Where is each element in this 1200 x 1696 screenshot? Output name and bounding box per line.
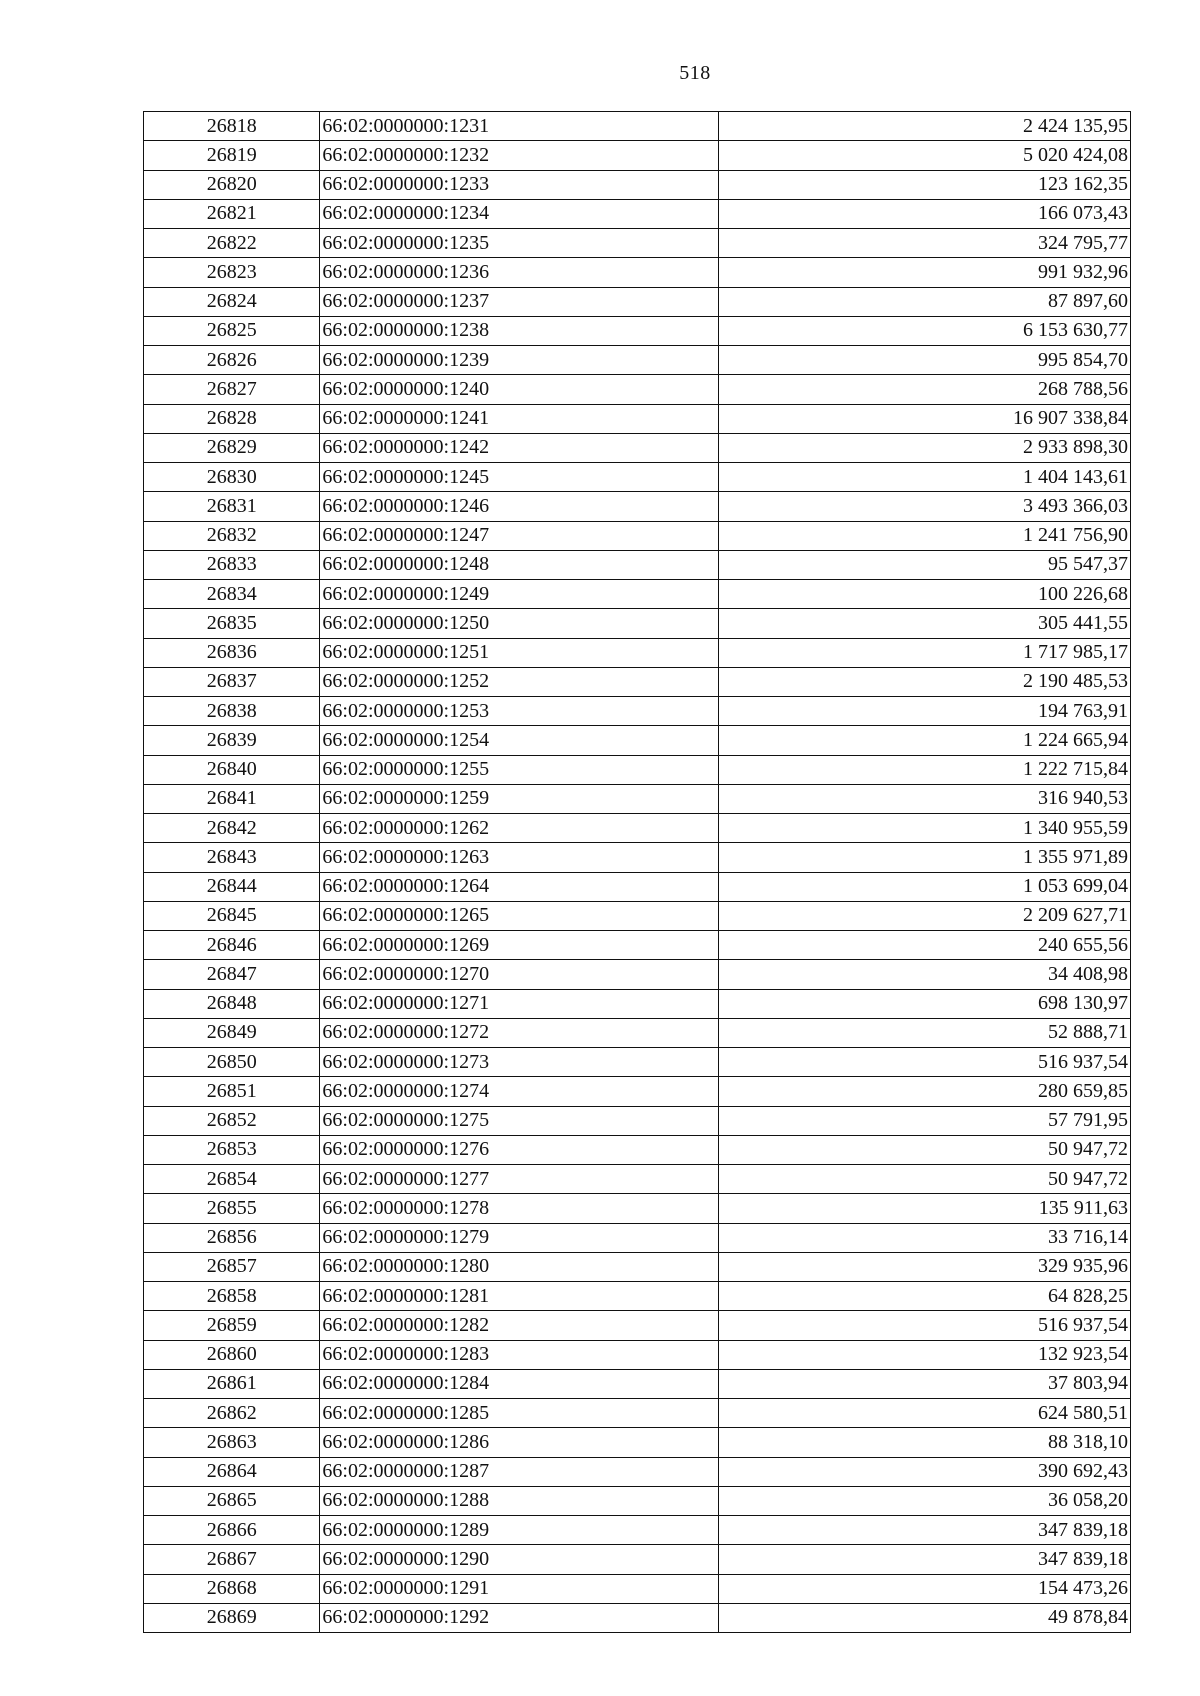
cadastral-value-cell: 16 907 338,84 [718, 404, 1130, 433]
cadastral-value-cell: 698 130,97 [718, 989, 1130, 1018]
row-number-cell: 26819 [144, 141, 320, 170]
cadastral-number-cell: 66:02:0000000:1250 [320, 609, 718, 638]
cadastral-value-cell: 194 763,91 [718, 697, 1130, 726]
row-number-cell: 26837 [144, 667, 320, 696]
cadastral-number-cell: 66:02:0000000:1232 [320, 141, 718, 170]
table-row [144, 1340, 1131, 1369]
table-row [144, 638, 1131, 667]
cadastral-value-cell: 390 692,43 [718, 1457, 1130, 1486]
cadastral-number-cell: 66:02:0000000:1237 [320, 287, 718, 316]
table-container [143, 111, 1131, 1633]
table-row [144, 375, 1131, 404]
cadastral-number-cell: 66:02:0000000:1239 [320, 346, 718, 375]
row-number-cell: 26818 [144, 112, 320, 141]
cadastral-value-cell: 324 795,77 [718, 229, 1130, 258]
row-number-cell: 26821 [144, 199, 320, 228]
cadastral-number-cell: 66:02:0000000:1276 [320, 1135, 718, 1164]
row-number-cell: 26864 [144, 1457, 320, 1486]
cadastral-number-cell: 66:02:0000000:1231 [320, 112, 718, 141]
table-row [144, 404, 1131, 433]
row-number-cell: 26831 [144, 492, 320, 521]
cadastral-number-cell: 66:02:0000000:1291 [320, 1574, 718, 1603]
table-row [144, 1223, 1131, 1252]
table-row [144, 316, 1131, 345]
cadastral-number-cell: 66:02:0000000:1283 [320, 1340, 718, 1369]
table-row [144, 1194, 1131, 1223]
table-row [144, 1282, 1131, 1311]
cadastral-value-cell: 624 580,51 [718, 1399, 1130, 1428]
table-row [144, 872, 1131, 901]
table-row [144, 287, 1131, 316]
row-number-cell: 26857 [144, 1252, 320, 1281]
table-row [144, 1574, 1131, 1603]
cadastral-value-cell: 88 318,10 [718, 1428, 1130, 1457]
cadastral-value-cell: 329 935,96 [718, 1252, 1130, 1281]
cadastral-number-cell: 66:02:0000000:1274 [320, 1077, 718, 1106]
table-row [144, 814, 1131, 843]
cadastral-value-cell: 2 424 135,95 [718, 112, 1130, 141]
cadastral-value-cell: 1 222 715,84 [718, 755, 1130, 784]
cadastral-value-cell: 995 854,70 [718, 346, 1130, 375]
table-row [144, 726, 1131, 755]
cadastral-value-cell: 516 937,54 [718, 1048, 1130, 1077]
table-row [144, 141, 1131, 170]
row-number-cell: 26834 [144, 580, 320, 609]
row-number-cell: 26863 [144, 1428, 320, 1457]
cadastral-value-cell: 268 788,56 [718, 375, 1130, 404]
cadastral-number-cell: 66:02:0000000:1263 [320, 843, 718, 872]
cadastral-number-cell: 66:02:0000000:1233 [320, 170, 718, 199]
row-number-cell: 26868 [144, 1574, 320, 1603]
table-row [144, 1428, 1131, 1457]
page-number: 518 [679, 62, 711, 84]
table-row [144, 667, 1131, 696]
row-number-cell: 26833 [144, 550, 320, 579]
table-row [144, 346, 1131, 375]
table-row [144, 1311, 1131, 1340]
table-row [144, 112, 1131, 141]
cadastral-value-cell: 37 803,94 [718, 1369, 1130, 1398]
cadastral-number-cell: 66:02:0000000:1279 [320, 1223, 718, 1252]
table-row [144, 1077, 1131, 1106]
row-number-cell: 26851 [144, 1077, 320, 1106]
table-row [144, 1135, 1131, 1164]
table-row [144, 989, 1131, 1018]
cadastral-number-cell: 66:02:0000000:1272 [320, 1018, 718, 1047]
row-number-cell: 26839 [144, 726, 320, 755]
row-number-cell: 26856 [144, 1223, 320, 1252]
cadastral-number-cell: 66:02:0000000:1288 [320, 1486, 718, 1515]
row-number-cell: 26853 [144, 1135, 320, 1164]
cadastral-number-cell: 66:02:0000000:1290 [320, 1545, 718, 1574]
cadastral-number-cell: 66:02:0000000:1265 [320, 901, 718, 930]
cadastral-value-cell: 3 493 366,03 [718, 492, 1130, 521]
table-row [144, 697, 1131, 726]
cadastral-value-cell: 2 190 485,53 [718, 667, 1130, 696]
cadastral-number-cell: 66:02:0000000:1240 [320, 375, 718, 404]
cadastral-value-cell: 49 878,84 [718, 1603, 1130, 1632]
cadastral-number-cell: 66:02:0000000:1252 [320, 667, 718, 696]
cadastral-value-cell: 1 340 955,59 [718, 814, 1130, 843]
row-number-cell: 26824 [144, 287, 320, 316]
cadastral-number-cell: 66:02:0000000:1247 [320, 521, 718, 550]
cadastral-number-cell: 66:02:0000000:1284 [320, 1369, 718, 1398]
row-number-cell: 26847 [144, 960, 320, 989]
cadastral-value-cell: 33 716,14 [718, 1223, 1130, 1252]
cadastral-value-cell: 280 659,85 [718, 1077, 1130, 1106]
cadastral-number-cell: 66:02:0000000:1259 [320, 784, 718, 813]
row-number-cell: 26867 [144, 1545, 320, 1574]
cadastral-number-cell: 66:02:0000000:1235 [320, 229, 718, 258]
row-number-cell: 26841 [144, 784, 320, 813]
cadastral-number-cell: 66:02:0000000:1282 [320, 1311, 718, 1340]
cadastral-value-table [143, 111, 1131, 1633]
table-row [144, 1603, 1131, 1632]
cadastral-value-cell: 87 897,60 [718, 287, 1130, 316]
cadastral-value-cell: 50 947,72 [718, 1135, 1130, 1164]
table-row [144, 784, 1131, 813]
row-number-cell: 26846 [144, 931, 320, 960]
cadastral-value-cell: 1 717 985,17 [718, 638, 1130, 667]
cadastral-value-cell: 52 888,71 [718, 1018, 1130, 1047]
row-number-cell: 26844 [144, 872, 320, 901]
table-row [144, 843, 1131, 872]
row-number-cell: 26859 [144, 1311, 320, 1340]
row-number-cell: 26835 [144, 609, 320, 638]
cadastral-value-cell: 135 911,63 [718, 1194, 1130, 1223]
cadastral-number-cell: 66:02:0000000:1292 [320, 1603, 718, 1632]
table-row [144, 1399, 1131, 1428]
table-row [144, 609, 1131, 638]
cadastral-number-cell: 66:02:0000000:1285 [320, 1399, 718, 1428]
cadastral-value-cell: 154 473,26 [718, 1574, 1130, 1603]
cadastral-value-cell: 57 791,95 [718, 1106, 1130, 1135]
row-number-cell: 26849 [144, 1018, 320, 1047]
table-row [144, 901, 1131, 930]
cadastral-value-cell: 316 940,53 [718, 784, 1130, 813]
row-number-cell: 26854 [144, 1165, 320, 1194]
cadastral-number-cell: 66:02:0000000:1281 [320, 1282, 718, 1311]
cadastral-number-cell: 66:02:0000000:1270 [320, 960, 718, 989]
cadastral-number-cell: 66:02:0000000:1264 [320, 872, 718, 901]
cadastral-number-cell: 66:02:0000000:1241 [320, 404, 718, 433]
cadastral-value-cell: 34 408,98 [718, 960, 1130, 989]
cadastral-value-cell: 64 828,25 [718, 1282, 1130, 1311]
cadastral-number-cell: 66:02:0000000:1248 [320, 550, 718, 579]
cadastral-number-cell: 66:02:0000000:1242 [320, 433, 718, 462]
row-number-cell: 26860 [144, 1340, 320, 1369]
row-number-cell: 26848 [144, 989, 320, 1018]
row-number-cell: 26843 [144, 843, 320, 872]
row-number-cell: 26858 [144, 1282, 320, 1311]
cadastral-number-cell: 66:02:0000000:1287 [320, 1457, 718, 1486]
row-number-cell: 26828 [144, 404, 320, 433]
cadastral-number-cell: 66:02:0000000:1286 [320, 1428, 718, 1457]
row-number-cell: 26826 [144, 346, 320, 375]
cadastral-number-cell: 66:02:0000000:1262 [320, 814, 718, 843]
table-row [144, 521, 1131, 550]
cadastral-number-cell: 66:02:0000000:1253 [320, 697, 718, 726]
cadastral-value-cell: 1 404 143,61 [718, 463, 1130, 492]
cadastral-value-cell: 305 441,55 [718, 609, 1130, 638]
table-row [144, 1252, 1131, 1281]
cadastral-value-cell: 516 937,54 [718, 1311, 1130, 1340]
cadastral-number-cell: 66:02:0000000:1278 [320, 1194, 718, 1223]
cadastral-value-cell: 2 933 898,30 [718, 433, 1130, 462]
table-row [144, 1516, 1131, 1545]
table-row [144, 931, 1131, 960]
cadastral-value-cell: 1 355 971,89 [718, 843, 1130, 872]
cadastral-value-cell: 6 153 630,77 [718, 316, 1130, 345]
row-number-cell: 26855 [144, 1194, 320, 1223]
table-row [144, 1165, 1131, 1194]
table-row [144, 580, 1131, 609]
table-row [144, 755, 1131, 784]
cadastral-value-cell: 132 923,54 [718, 1340, 1130, 1369]
row-number-cell: 26865 [144, 1486, 320, 1515]
table-row [144, 550, 1131, 579]
row-number-cell: 26869 [144, 1603, 320, 1632]
row-number-cell: 26842 [144, 814, 320, 843]
table-row [144, 199, 1131, 228]
cadastral-value-cell: 1 241 756,90 [718, 521, 1130, 550]
cadastral-value-cell: 240 655,56 [718, 931, 1130, 960]
table-row [144, 258, 1131, 287]
table-row [144, 1486, 1131, 1515]
cadastral-value-cell: 123 162,35 [718, 170, 1130, 199]
table-row [144, 1106, 1131, 1135]
cadastral-value-cell: 166 073,43 [718, 199, 1130, 228]
cadastral-number-cell: 66:02:0000000:1277 [320, 1165, 718, 1194]
table-row [144, 1369, 1131, 1398]
cadastral-number-cell: 66:02:0000000:1254 [320, 726, 718, 755]
cadastral-number-cell: 66:02:0000000:1271 [320, 989, 718, 1018]
table-row [144, 433, 1131, 462]
table-body [144, 112, 1131, 1633]
row-number-cell: 26829 [144, 433, 320, 462]
cadastral-value-cell: 5 020 424,08 [718, 141, 1130, 170]
cadastral-value-cell: 347 839,18 [718, 1545, 1130, 1574]
row-number-cell: 26836 [144, 638, 320, 667]
cadastral-value-cell: 1 224 665,94 [718, 726, 1130, 755]
table-row [144, 170, 1131, 199]
cadastral-number-cell: 66:02:0000000:1280 [320, 1252, 718, 1281]
cadastral-value-cell: 95 547,37 [718, 550, 1130, 579]
row-number-cell: 26840 [144, 755, 320, 784]
cadastral-value-cell: 991 932,96 [718, 258, 1130, 287]
row-number-cell: 26820 [144, 170, 320, 199]
cadastral-number-cell: 66:02:0000000:1234 [320, 199, 718, 228]
table-row [144, 492, 1131, 521]
table-row [144, 960, 1131, 989]
cadastral-number-cell: 66:02:0000000:1245 [320, 463, 718, 492]
table-row [144, 229, 1131, 258]
cadastral-value-cell: 36 058,20 [718, 1486, 1130, 1515]
cadastral-value-cell: 50 947,72 [718, 1165, 1130, 1194]
row-number-cell: 26866 [144, 1516, 320, 1545]
row-number-cell: 26852 [144, 1106, 320, 1135]
row-number-cell: 26827 [144, 375, 320, 404]
table-row [144, 1457, 1131, 1486]
cadastral-number-cell: 66:02:0000000:1249 [320, 580, 718, 609]
cadastral-number-cell: 66:02:0000000:1236 [320, 258, 718, 287]
cadastral-value-cell: 1 053 699,04 [718, 872, 1130, 901]
cadastral-value-cell: 347 839,18 [718, 1516, 1130, 1545]
cadastral-number-cell: 66:02:0000000:1273 [320, 1048, 718, 1077]
row-number-cell: 26850 [144, 1048, 320, 1077]
row-number-cell: 26825 [144, 316, 320, 345]
row-number-cell: 26838 [144, 697, 320, 726]
row-number-cell: 26823 [144, 258, 320, 287]
cadastral-number-cell: 66:02:0000000:1275 [320, 1106, 718, 1135]
cadastral-number-cell: 66:02:0000000:1238 [320, 316, 718, 345]
row-number-cell: 26832 [144, 521, 320, 550]
cadastral-number-cell: 66:02:0000000:1251 [320, 638, 718, 667]
table-row [144, 1545, 1131, 1574]
table-row [144, 1048, 1131, 1077]
cadastral-number-cell: 66:02:0000000:1289 [320, 1516, 718, 1545]
row-number-cell: 26845 [144, 901, 320, 930]
table-row [144, 463, 1131, 492]
cadastral-number-cell: 66:02:0000000:1269 [320, 931, 718, 960]
row-number-cell: 26830 [144, 463, 320, 492]
cadastral-number-cell: 66:02:0000000:1246 [320, 492, 718, 521]
table-row [144, 1018, 1131, 1047]
cadastral-number-cell: 66:02:0000000:1255 [320, 755, 718, 784]
row-number-cell: 26862 [144, 1399, 320, 1428]
cadastral-value-cell: 2 209 627,71 [718, 901, 1130, 930]
row-number-cell: 26822 [144, 229, 320, 258]
cadastral-value-cell: 100 226,68 [718, 580, 1130, 609]
row-number-cell: 26861 [144, 1369, 320, 1398]
